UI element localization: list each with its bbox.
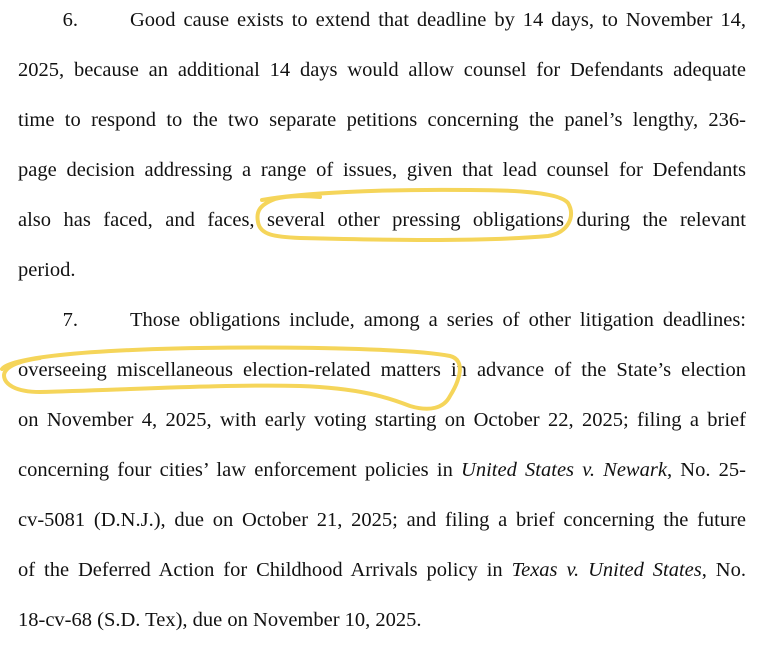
paragraph-6-line-3: time to respond to the two separate petitions concerning the panel’s lengthy, 236- <box>18 109 746 131</box>
paragraph-text: Good cause exists to extend that deadline by 14 days, to November 14, <box>130 9 746 31</box>
paragraph-number-7: 7. <box>62 309 78 331</box>
paragraph-6-line-1 <box>18 3 746 37</box>
case-name-italic: United States v. Newark <box>461 459 667 481</box>
line-text: , No. 25- <box>666 459 746 481</box>
line-text: of the Deferred Action for Childhood Arrivals policy in <box>18 559 503 581</box>
line-text: , No. <box>701 559 746 581</box>
paragraph-6-line-5: also has faced, and faces, several other pressing obligations during the relevant <box>18 209 746 231</box>
paragraph-7-line-7: 18-cv-68 (S.D. Tex), due on November 10, 2025. <box>18 609 422 631</box>
paragraph-7-line-3: on November 4, 2025, with early voting starting on October 22, 2025; filing a brief <box>18 409 746 431</box>
paragraph-7-line-2: overseeing miscellaneous election-related matters in advance of the State’s election <box>18 359 746 381</box>
paragraph-number-6: 6. <box>62 9 78 31</box>
line-text: concerning four cities’ law enforcement policies in <box>18 459 453 481</box>
paragraph-text: Those obligations include, among a series of other litigation deadlines: <box>130 309 746 331</box>
paragraph-6-line-2: 2025, because an additional 14 days would allow counsel for Defendants adequate <box>18 59 746 81</box>
paragraph-6-line-4: page decision addressing a range of issues, given that lead counsel for Defendants <box>18 159 746 181</box>
case-name-italic: Texas v. United States <box>511 559 702 581</box>
paragraph-7-line-1 <box>18 303 746 337</box>
paragraph-7-line-6 <box>18 553 746 587</box>
paragraph-6-line-6: period. <box>18 259 76 281</box>
paragraph-7-line-5: cv-5081 (D.N.J.), due on October 21, 2025; and filing a brief concerning the future <box>18 509 746 531</box>
paragraph-7-line-4 <box>18 453 746 487</box>
